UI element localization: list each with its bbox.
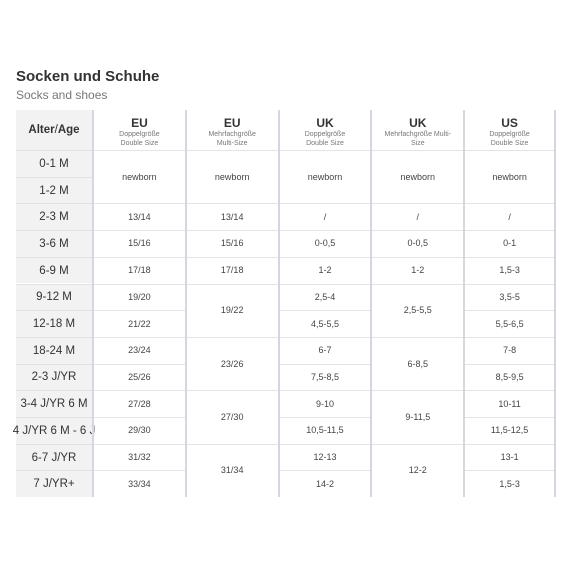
column-code: UK xyxy=(409,116,427,130)
page-subtitle: Socks and shoes xyxy=(16,88,108,102)
size-cell: 13/14 xyxy=(128,211,151,222)
column-subtitle: Multi-Size xyxy=(216,140,248,147)
age-header-en: Age xyxy=(57,124,80,136)
size-cell: 7-8 xyxy=(503,345,517,356)
column-subtitle: Double Size xyxy=(120,140,159,147)
size-cell: 23/26 xyxy=(220,358,244,369)
size-column xyxy=(463,110,556,497)
size-cell: 15/16 xyxy=(220,238,244,249)
size-cell: 9-11,5 xyxy=(405,411,431,422)
column-header xyxy=(280,110,371,150)
size-cell: 27/28 xyxy=(128,398,151,409)
column-subtitle: Double Size xyxy=(490,140,529,147)
size-cell: 12-2 xyxy=(408,465,427,476)
page-title: Socken und Schuhe xyxy=(16,68,160,85)
size-column xyxy=(278,110,371,497)
age-label: 6-9 M xyxy=(16,257,92,284)
age-label: 2-3 J/YR xyxy=(16,364,92,391)
size-cell: 33/34 xyxy=(128,478,151,489)
column-subtitle: Mehrfachgröße xyxy=(208,131,256,138)
size-column xyxy=(92,110,185,497)
column-header xyxy=(372,110,463,150)
size-cell: 14-2 xyxy=(315,478,334,489)
size-cell: 11,5-12,5 xyxy=(490,425,529,436)
column-code: UK xyxy=(316,116,334,130)
age-header xyxy=(16,110,92,150)
age-label: 7 J/YR+ xyxy=(16,470,92,497)
size-cell: 9-10 xyxy=(315,398,334,409)
age-header-separator: / xyxy=(54,124,58,136)
size-cell: 0-1 xyxy=(503,238,517,249)
column-code: US xyxy=(501,116,518,130)
size-cell: 27/30 xyxy=(220,411,244,422)
size-cell: 4,5-5,5 xyxy=(310,318,339,329)
size-column xyxy=(185,110,278,497)
size-cell: 13-1 xyxy=(500,452,519,463)
size-cell: 29/30 xyxy=(128,425,151,436)
age-label: 2-3 M xyxy=(16,203,92,230)
size-cell: 6-7 xyxy=(318,345,332,356)
size-cell: newborn xyxy=(492,171,527,182)
size-cell: 19/22 xyxy=(220,305,244,316)
column-subtitle: Mehrfachgröße Multi- xyxy=(384,131,452,138)
column-subtitle: Double Size xyxy=(306,140,344,147)
size-cell: 23/24 xyxy=(128,345,151,356)
size-cell: 10-11 xyxy=(498,398,521,409)
age-label: 9-12 M xyxy=(16,284,92,311)
column-subtitle: Doppelgröße xyxy=(119,131,160,138)
size-cell: newborn xyxy=(400,171,436,182)
age-label: 4 J/YR 6 M - 6 J xyxy=(16,417,92,444)
size-cell: newborn xyxy=(122,171,157,182)
size-cell: 1-2 xyxy=(318,265,332,276)
column-header xyxy=(465,110,554,150)
size-cell: 6-8,5 xyxy=(407,358,429,369)
column-header xyxy=(94,110,185,150)
size-cell: 17/18 xyxy=(220,265,244,276)
age-label: 3-6 M xyxy=(16,230,92,257)
size-cell: 2,5-4 xyxy=(314,291,336,302)
size-cell: / xyxy=(508,211,511,222)
age-label: 12-18 M xyxy=(16,310,92,337)
size-cell: 3,5-5 xyxy=(499,291,520,302)
size-cell: 25/26 xyxy=(128,371,151,382)
size-cell: 5,5-6,5 xyxy=(495,318,524,329)
size-cell: 1-2 xyxy=(411,265,425,276)
column-header xyxy=(187,110,278,150)
size-cell: 0-0,5 xyxy=(314,238,336,249)
age-label: 18-24 M xyxy=(16,337,92,364)
size-cell: 10,5-11,5 xyxy=(306,425,344,436)
size-cell: newborn xyxy=(307,171,343,182)
size-cell: 8,5-9,5 xyxy=(495,371,524,382)
size-cell: 1,5-3 xyxy=(499,478,520,489)
size-cell: newborn xyxy=(214,171,250,182)
age-label: 6-7 J/YR xyxy=(16,444,92,471)
age-label: 1-2 M xyxy=(16,177,92,204)
size-cell: 19/20 xyxy=(128,291,151,302)
age-header-de: Alter xyxy=(28,124,55,136)
column-subtitle: Size xyxy=(410,140,425,147)
size-cell: 13/14 xyxy=(220,211,244,222)
size-cell: 17/18 xyxy=(128,265,151,276)
size-cell: 15/16 xyxy=(128,238,151,249)
size-cell: 0-0,5 xyxy=(407,238,429,249)
size-cell: 1,5-3 xyxy=(499,265,520,276)
size-table xyxy=(12,110,556,497)
size-cell: 31/32 xyxy=(128,452,151,463)
column-subtitle: Doppelgröße xyxy=(489,131,530,138)
size-column xyxy=(370,110,463,497)
size-cell: / xyxy=(416,211,420,222)
size-cell: 12-13 xyxy=(313,452,337,463)
size-cell: 31/34 xyxy=(220,465,244,476)
age-label: 0-1 M xyxy=(16,150,92,177)
column-code: EU xyxy=(131,116,148,130)
size-cell: 7,5-8,5 xyxy=(310,371,339,382)
age-label: 3-4 J/YR 6 M xyxy=(16,390,92,417)
column-subtitle: Doppelgröße xyxy=(304,131,346,138)
size-cell: 2,5-5,5 xyxy=(403,305,432,316)
size-cell: / xyxy=(323,211,327,222)
size-cell: 21/22 xyxy=(128,318,151,329)
column-code: EU xyxy=(223,116,241,130)
